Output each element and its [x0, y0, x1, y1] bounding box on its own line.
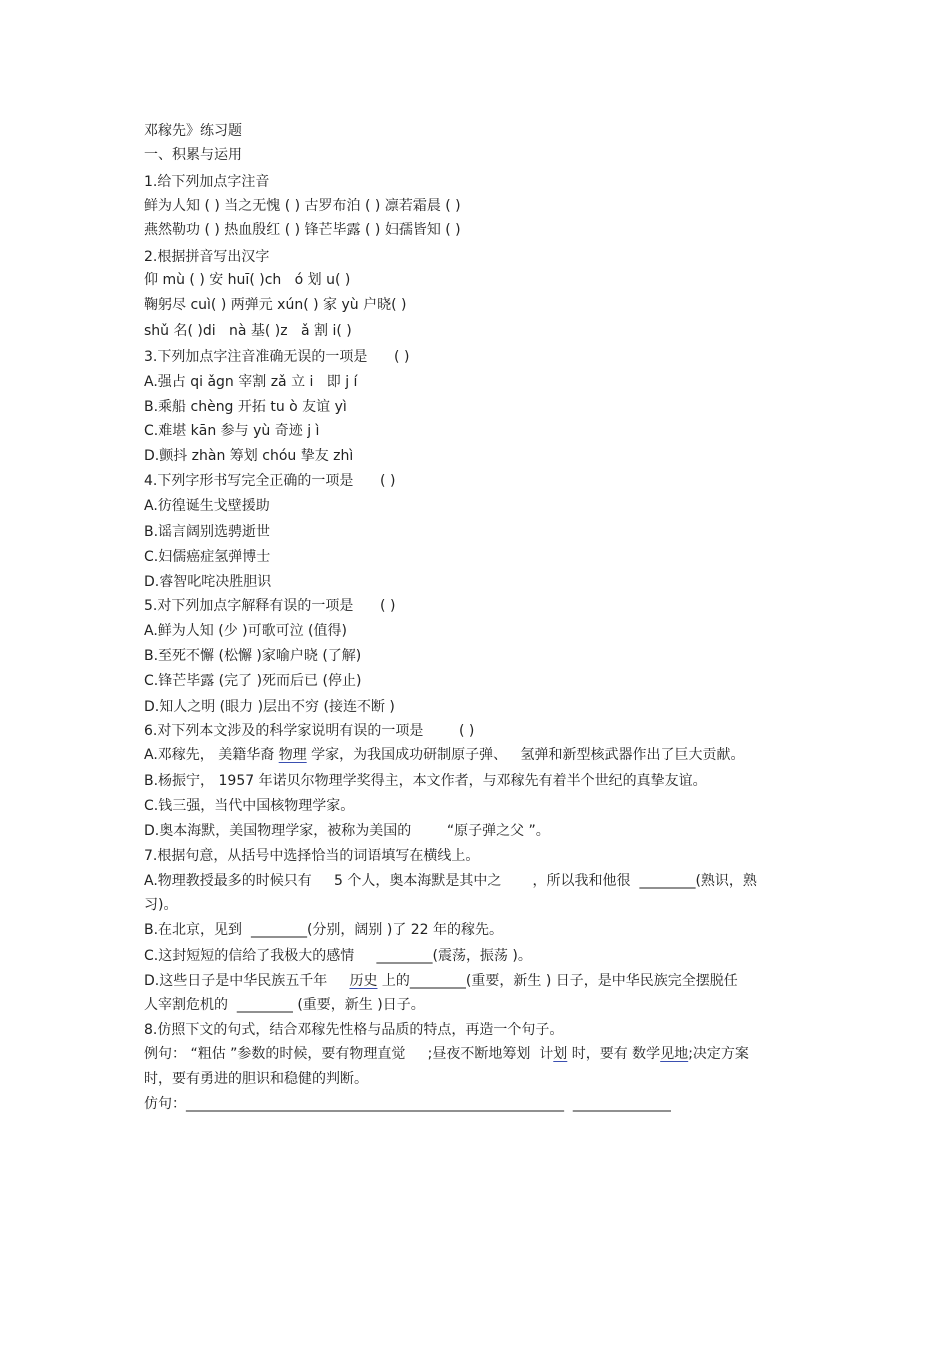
section-heading: 一、积累与运用: [144, 147, 242, 163]
q4-option-a: A.彷徨诞生戈壁援助: [144, 498, 270, 514]
q2-line-2: 鞠躬尽 cuì( ) 两弹元 xún( ) 家 yù 户晓( ): [144, 297, 407, 313]
q7-option-d-line-2: 人宰割危机的 ________ (重要，新生 )日子。: [144, 997, 425, 1013]
q6-title: 6.对下列本文涉及的科学家说明有误的一项是 ( ): [144, 723, 475, 739]
q2-title: 2.根据拼音写出汉字: [144, 249, 270, 265]
q7-option-b: B.在北京，见到 ________(分别，阔别 )了 22 年的稼先。: [144, 922, 504, 938]
q7-option-c: C.这封短短的信给了我极大的感情 ________(震荡，振荡 )。: [144, 948, 532, 964]
q4-title: 4.下列字形书写完全正确的一项是 ( ): [144, 473, 396, 489]
q7-title: 7.根据句意，从括号中选择恰当的词语填写在横线上。: [144, 848, 480, 864]
q5-option-b: B.至死不懈 (松懈 )家喻户晓 (了解): [144, 648, 362, 664]
q8-imitate-line: [144, 1095, 671, 1113]
q6-option-b: B.杨振宁， 1957 年诺贝尔物理学奖得主，本文作者，与邓稼先有着半个世纪的真挚友谊。: [144, 773, 707, 789]
q8-example-suffix: ;决定方案: [688, 1046, 749, 1062]
q7-underlined-word: 历史: [349, 973, 378, 989]
q8-underlined-word-1: 划: [553, 1046, 568, 1062]
q8-example-line-1: [144, 1045, 749, 1063]
q6-option-d: D.奥本海默，美国物理学家，被称为美国的 “原子弹之父 ”。: [144, 823, 550, 839]
q8-example-middle: 时，要有 数学: [567, 1046, 661, 1062]
q3-option-b: B.乘船 chèng 开拓 tu ò 友谊 yì: [144, 399, 347, 415]
q7-option-a-line-2: 习)。: [144, 897, 178, 913]
q4-option-d: D.睿智叱咤决胜胆识: [144, 574, 272, 590]
q4-option-b: B.谣言阔别选骋逝世: [144, 524, 271, 540]
q6-option-a: [144, 746, 745, 764]
q4-option-c: C.妇儒癌症氢弹博士: [144, 549, 271, 565]
q8-example-prefix: 例句： “粗估 ”参数的时候，要有物理直觉 ;昼夜不断地筹划 计: [144, 1046, 554, 1062]
q8-title: 8.仿照下文的句式，结合邓稼先性格与品质的特点，再造一个句子。: [144, 1022, 564, 1038]
q2-line-1: 仰 mù ( ) 安 huī( )ch ó 划 u( ): [144, 272, 351, 288]
q5-option-c: C.锋芒毕露 (完了 )死而后已 (停止): [144, 673, 362, 689]
q6-option-c: C.钱三强，当代中国核物理学家。: [144, 798, 355, 814]
q3-title: 3.下列加点字注音准确无误的一项是 ( ): [144, 349, 410, 365]
document-title: 邓稼先》练习题: [144, 123, 242, 139]
q5-option-d: D.知人之明 (眼力 )层出不穷 (接连不断 ): [144, 699, 395, 715]
q7-option-d-suffix: 上的________(重要，新生 ) 日子，是中华民族完全摆脱任: [377, 973, 738, 989]
q2-line-3: shǔ 名( )di nà 基( )z ǎ 割 i( ): [144, 323, 352, 339]
q8-imitate-label: 仿句：: [144, 1096, 186, 1112]
q1-title: 1.给下列加点字注音: [144, 174, 270, 190]
q7-option-d-prefix: D.这些日子是中华民族五千年: [144, 973, 350, 989]
q8-example-line-2: 时，要有勇进的胆识和稳健的判断。: [144, 1071, 368, 1087]
q8-imitate-blank: ______________________________________________________ ______________: [186, 1096, 671, 1112]
q5-option-a: A.鲜为人知 (少 )可歌可泣 (值得): [144, 623, 347, 639]
q6-option-a-suffix: 学家，为我国成功研制原子弹、 氢弹和新型核武器作出了巨大贡献。: [306, 747, 745, 763]
q5-title: 5.对下列加点字解释有误的一项是 ( ): [144, 598, 396, 614]
q3-option-d: D.颤抖 zhàn 筹划 chóu 挚友 zhì: [144, 448, 354, 464]
q8-underlined-word-2: 见地: [660, 1046, 689, 1062]
q6-option-a-prefix: A.邓稼先， 美籍华裔: [144, 747, 279, 763]
q6-underlined-word: 物理: [278, 747, 307, 763]
q7-option-d-line-1: [144, 972, 738, 990]
q3-option-a: A.强占 qi ǎgn 宰割 zǎ 立 i 即 j í: [144, 374, 358, 390]
q1-line-2: 燕然勒功 ( ) 热血殷红 ( ) 锋芒毕露 ( ) 妇孺皆知 ( ): [144, 222, 461, 238]
q1-line-1: 鲜为人知 ( ) 当之无愧 ( ) 古罗布泊 ( ) 凛若霜晨 ( ): [144, 198, 461, 214]
q7-option-a-line-1: A.物理教授最多的时候只有 5 个人，奥本海默是其中之 ，所以我和他很 ________(熟识，熟: [144, 873, 757, 889]
q3-option-c: C.难堪 kān 参与 yù 奇迹 j ì: [144, 423, 320, 439]
